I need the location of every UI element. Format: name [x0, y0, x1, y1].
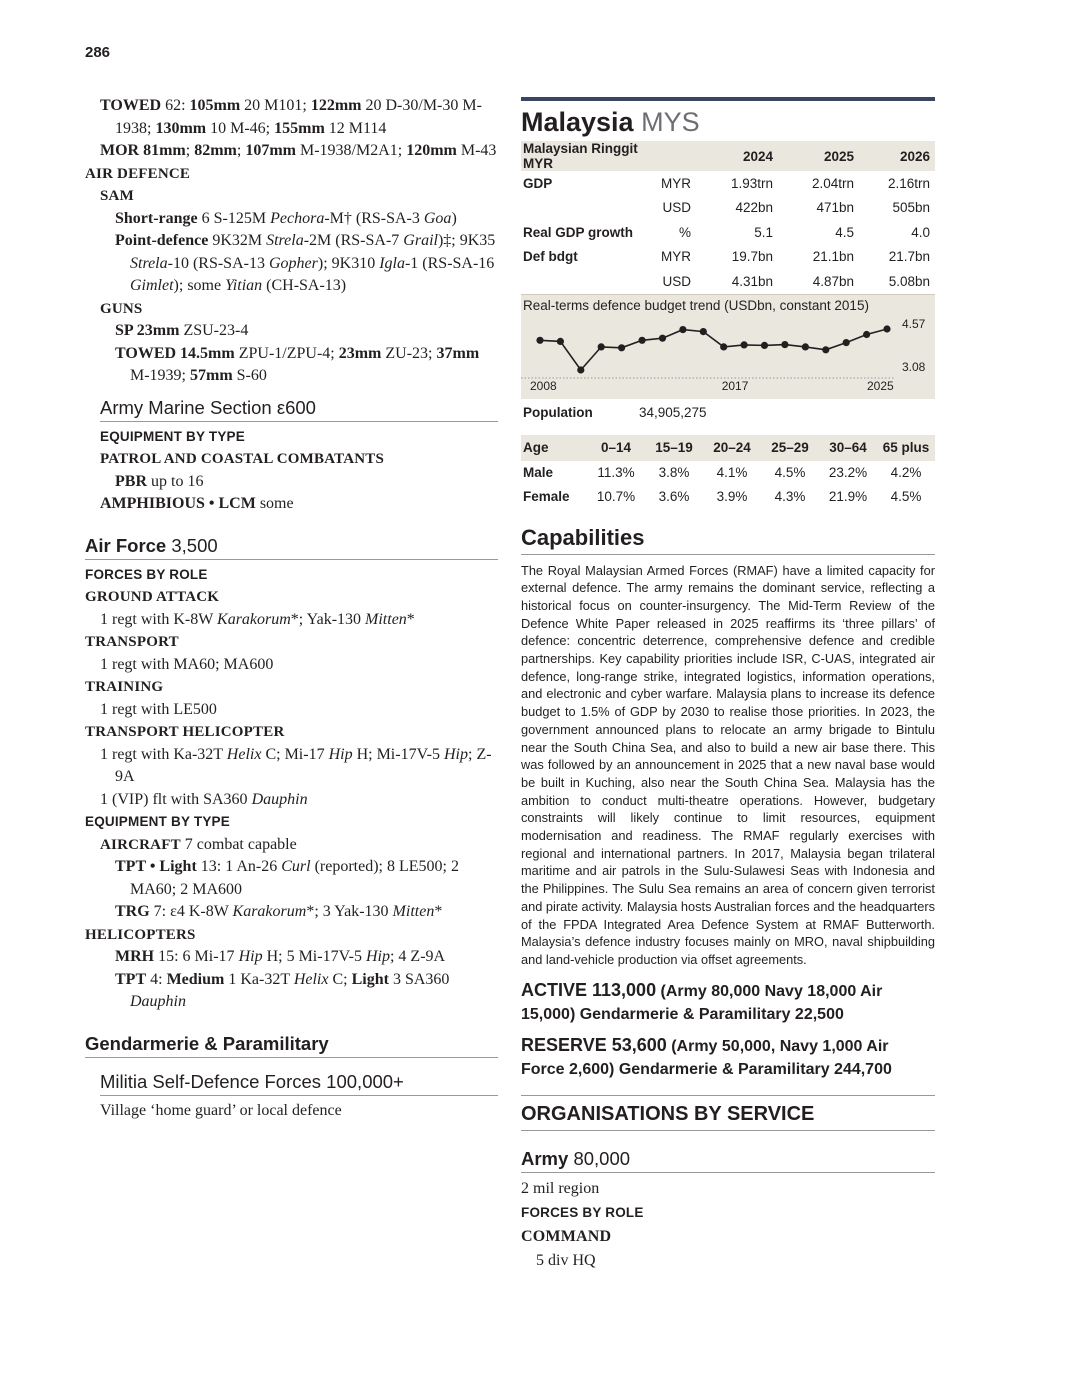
text: * — [406, 610, 415, 628]
text: 62: — [161, 97, 190, 114]
equipment-by-type-heading: EQUIPMENT BY TYPE — [85, 814, 230, 829]
data-point — [618, 344, 625, 351]
text: ZSU-23-4 — [179, 322, 249, 339]
name: Strela — [130, 254, 168, 272]
header-cell: 2026 — [854, 141, 935, 171]
header-cell — [649, 141, 691, 171]
text: 9K32M — [208, 232, 267, 249]
pbr-entry — [85, 471, 498, 494]
text: 7 combat capable — [180, 835, 297, 853]
name: Mitten — [392, 903, 435, 920]
name: Dauphin — [251, 790, 308, 808]
name: Dauphin — [130, 993, 186, 1010]
data-point — [536, 336, 543, 343]
label: AIRCRAFT — [100, 836, 181, 853]
patrol-heading: PATROL AND COASTAL COMBATANTS — [100, 451, 385, 467]
army-regions: 2 mil region — [521, 1179, 600, 1197]
text: )‡; 9K35 — [437, 232, 496, 249]
short-range-entry — [85, 208, 498, 231]
text: H; 5 Mi-17V-5 — [262, 948, 366, 965]
left-column — [85, 95, 498, 1122]
label: Medium — [166, 970, 225, 988]
text: C; Mi-17 — [261, 745, 329, 763]
name: Gimlet — [130, 277, 174, 294]
value-cell: 2.16trn — [887, 175, 930, 191]
name: Helix — [226, 745, 262, 763]
table-row — [521, 269, 935, 294]
text: S-60 — [232, 367, 267, 384]
table-row — [521, 196, 935, 221]
population-value: 34,905,275 — [639, 404, 707, 420]
value-cell: 422bn — [735, 200, 773, 216]
label: TOWED 14.5mm — [115, 344, 235, 362]
text: H; Mi-17V-5 — [352, 745, 444, 763]
header-cell: 65 plus — [877, 435, 935, 461]
age-table — [521, 435, 935, 509]
y-tick-label: 4.57 — [902, 316, 926, 331]
value-cell: 4.87bn — [812, 273, 854, 289]
towed-artillery-entry — [85, 95, 498, 140]
population-row — [521, 399, 935, 427]
trend-svg — [521, 295, 935, 399]
text: 1 regt with Ka-32T — [100, 745, 227, 763]
training-heading: TRAINING — [85, 679, 164, 695]
vip-flight-entry — [85, 789, 498, 812]
row-label — [521, 196, 649, 221]
forces-by-role-heading: FORCES BY ROLE — [85, 566, 208, 582]
table-row — [521, 245, 935, 270]
strength: 80,000 — [568, 1147, 631, 1169]
title-rule — [521, 97, 935, 101]
trg-entry — [85, 901, 498, 924]
economic-table — [521, 141, 935, 294]
value-cell: 3.8% — [658, 465, 690, 480]
caliber: 155mm — [274, 119, 325, 137]
data-point — [577, 366, 584, 373]
text: 13: 1 An-26 — [196, 858, 282, 875]
text: 6 S-125M — [197, 209, 271, 227]
data-point — [843, 339, 850, 346]
header-cell: Age — [521, 435, 587, 461]
header-cell: 25–29 — [761, 435, 819, 461]
label: SP 23mm — [115, 322, 180, 339]
data-point — [741, 341, 748, 348]
reserve-strength — [521, 1034, 935, 1081]
value-cell: 21.7bn — [888, 249, 930, 265]
text: (CH-SA-13) — [262, 277, 347, 294]
header-cell: 30–64 — [819, 435, 877, 461]
point-defence-entry — [85, 230, 498, 298]
data-point — [659, 334, 666, 341]
y-tick-label: 3.08 — [902, 359, 926, 374]
mortar-entry — [85, 140, 498, 163]
name: Gopher — [268, 254, 318, 272]
name: Hip — [365, 948, 390, 965]
text: ZPU-1/ZPU-4; — [234, 344, 339, 362]
ground-attack-heading: GROUND ATTACK — [85, 589, 220, 605]
text: 7: ε4 K-8W — [149, 903, 233, 920]
label: Light — [351, 970, 389, 988]
population-label: Population — [523, 404, 593, 420]
page-number: 286 — [85, 44, 111, 61]
text: ; Z-9A — [115, 745, 492, 785]
forces-by-role-heading: FORCES BY ROLE — [521, 1204, 644, 1220]
ground-attack-entry — [85, 609, 498, 632]
text: 1 Ka-32T — [224, 970, 294, 988]
towed-guns-entry — [85, 343, 498, 388]
strength: 3,500 — [166, 534, 218, 556]
name: Grail — [403, 232, 438, 249]
name: Helix — [293, 970, 329, 988]
active-strength — [521, 979, 935, 1026]
text: ); some — [173, 277, 226, 294]
data-point — [598, 343, 605, 350]
title: Army — [521, 1147, 569, 1169]
transport-entry: 1 regt with MA60; MA600 — [100, 655, 274, 673]
text: -1 (RS-SA-16 — [404, 254, 495, 272]
text: ZU-23; — [381, 344, 437, 362]
text: 12 M114 — [324, 119, 387, 137]
name: Hip — [444, 745, 468, 763]
text: 15: 6 Mi-17 — [154, 948, 239, 965]
name: Curl — [281, 858, 311, 875]
value-cell: 3.9% — [716, 489, 748, 504]
text: (reported); 8 LE500; 2 MA60; 2 MA600 — [130, 858, 459, 898]
label: Point-defence — [115, 232, 209, 249]
mrh-entry — [85, 946, 498, 969]
strength: ε600 — [271, 396, 316, 418]
caliber: 23mm — [338, 344, 382, 362]
transport-helicopter-entry — [85, 744, 498, 789]
gendarmerie-heading — [85, 1032, 498, 1058]
data-point — [822, 346, 829, 353]
data-point — [883, 325, 890, 332]
name: Pechora — [270, 209, 325, 227]
text: M-43 — [456, 142, 497, 159]
label: TPT • Light — [115, 858, 197, 875]
value-cell: 4.5 — [835, 224, 854, 240]
label: TPT — [115, 970, 147, 988]
reserve-detail: (Army 50,000, Navy 1,000 Air Force 2,600) Gendarmerie & Paramilitary 244,700 — [521, 1037, 892, 1078]
name: Karakorum — [217, 610, 291, 628]
text: 10 M-46; — [206, 119, 275, 137]
aircraft-entry — [85, 834, 498, 857]
data-point — [679, 326, 686, 333]
name: Yitian — [225, 277, 263, 294]
table-header-row — [521, 141, 935, 171]
unit-cell: % — [678, 224, 691, 240]
transport-helicopter-heading: TRANSPORT HELICOPTER — [85, 724, 285, 740]
text: -10 (RS-SA-13 — [167, 254, 269, 272]
text: ); 9K310 — [317, 254, 380, 272]
title: Air Force — [85, 534, 167, 556]
value-cell: 23.2% — [828, 465, 868, 480]
text: 20 D-30/M-30 M-1938; — [115, 97, 482, 137]
table-row — [521, 461, 935, 485]
name: Hip — [328, 745, 353, 763]
row-label: Real GDP growth — [523, 224, 634, 240]
header-cell: Malaysian Ringgit MYR — [521, 141, 649, 171]
unit-cell: USD — [662, 273, 691, 289]
name: Goa — [423, 209, 452, 227]
text: 3 SA360 — [388, 970, 450, 988]
guns-heading: GUNS — [100, 300, 143, 317]
country-iso: MYS — [633, 107, 700, 137]
text: *; Yak-130 — [290, 610, 366, 628]
row-label: Def bdgt — [523, 249, 578, 265]
caliber: 37mm — [436, 344, 480, 362]
value-cell: 4.0 — [911, 224, 930, 240]
data-point — [700, 328, 707, 335]
value-cell: 10.7% — [596, 489, 636, 504]
text: 1 (VIP) flt with SA360 — [100, 790, 252, 808]
country-title — [521, 103, 935, 141]
label: AMPHIBIOUS • LCM — [100, 495, 256, 512]
command-heading: COMMAND — [521, 1227, 612, 1245]
amphibious-entry — [85, 493, 498, 516]
value-cell: 505bn — [892, 200, 930, 216]
reserve-lead: RESERVE 53,600 — [521, 1034, 667, 1055]
unit-cell: MYR — [661, 175, 691, 191]
unit-cell: USD — [662, 200, 691, 216]
x-tick-label: 2017 — [721, 378, 749, 393]
data-point — [557, 337, 564, 344]
table-row — [521, 485, 935, 509]
caliber: 130mm — [155, 119, 207, 137]
text: -2M (RS-SA-7 — [303, 232, 404, 249]
data-point — [761, 341, 768, 348]
data-point — [720, 343, 727, 350]
text: up to 16 — [147, 472, 204, 490]
command-entry: 5 div HQ — [536, 1251, 596, 1269]
capabilities-heading: Capabilities — [521, 523, 935, 555]
label: MRH — [115, 948, 155, 965]
table-header-row — [521, 435, 935, 461]
capabilities-text: The Royal Malaysian Armed Forces (RMAF) have a limited capacity for external defence. The army remains the dominant service, reflecting a historical focus on counter-insurgency. The Mid-Term Review of the Defence White Paper released in 2025 reaffirms its ‘three pillars’ of defence: concentric deterrence, comprehensive defence and credible partnerships. Key capability priorities include ISR, C-UAS, integrated air defence, long-range strike, integrated logistics, information operations, and electronic and cyber warfare. Malaysia plans to increase its defence budget to 1.5% of GDP by 2030 to realise those priorities. In 2023, the government announced plans to relocate an army brigade to Bintulu near the South China Sea, and also to build a new air base there. This was followed by an announcement in 2025 that a new naval base would be built in Kuching, also near the South China Sea. Malaysia has the ambition to conduct multi-theatre operations. However, budgetary constraints will likely continue to limit resources, equipment modernisation and readiness. The RMAF regularly exercises with regional and international partners. In 2017, Malaysia began trilateral maritime and air patrols in the Sulu-Sulawesi Seas with Indonesia and the Philippines. The Sulu Sea remains an area of concern given terrorist and pirate activity. Malaysia hosts Australian forces and the headquarters of the FPDA Integrated Area Defence System at RMAF Butterworth. Malaysia’s defence industry focuses mainly on MRO, naval shipbuilding and land-vehicle production via offset agreements. — [521, 562, 935, 967]
header-cell: 2025 — [773, 141, 854, 171]
militia-description: Village ‘home guard’ or local defence — [100, 1101, 342, 1119]
caliber: 82mm — [194, 142, 237, 159]
caliber: 122mm — [310, 97, 362, 114]
series-line — [540, 329, 887, 370]
label: PBR — [115, 472, 147, 490]
towed-label: TOWED — [100, 97, 162, 114]
organisations-heading: ORGANISATIONS BY SERVICE — [521, 1095, 935, 1131]
title: Militia Self-Defence Forces — [100, 1070, 322, 1092]
air-defence-heading: AIR DEFENCE — [85, 165, 191, 182]
table-row — [521, 220, 935, 245]
header-cell: 2024 — [691, 141, 773, 171]
name: Igla — [379, 254, 405, 272]
table-row — [521, 171, 935, 196]
sam-heading: SAM — [100, 188, 134, 204]
x-tick-label: 2008 — [530, 378, 557, 393]
row-label — [521, 269, 649, 294]
text: M-1938/M2A1; — [295, 142, 407, 159]
text: ; — [185, 142, 195, 159]
training-entry: 1 regt with LE500 — [100, 700, 217, 718]
value-cell: 3.6% — [658, 489, 690, 504]
header-cell: 20–24 — [703, 435, 761, 461]
text: C; — [328, 970, 352, 988]
name: Strela — [266, 232, 304, 249]
marine-section-heading — [100, 396, 498, 422]
strength: 100,000+ — [321, 1070, 404, 1092]
value-cell: 5.1 — [754, 224, 773, 240]
value-cell: 4.31bn — [731, 273, 773, 289]
country-name: Malaysia — [521, 107, 634, 137]
text: -M† (RS-SA-3 — [324, 209, 424, 227]
air-force-heading — [85, 534, 498, 560]
text: ; 4 Z-9A — [389, 948, 446, 965]
unit-cell: MYR — [661, 249, 691, 265]
header-cell: 15–19 — [645, 435, 703, 461]
value-cell: 1.93trn — [730, 175, 773, 191]
text: ) — [451, 209, 457, 227]
row-label: GDP — [523, 175, 553, 191]
text: * — [434, 903, 443, 920]
text: M-1939; — [130, 367, 190, 384]
text: 20 M101; — [240, 97, 311, 114]
data-point — [863, 330, 870, 337]
right-column — [521, 97, 935, 1273]
name: Mitten — [365, 610, 407, 628]
caliber: 105mm — [189, 97, 241, 114]
caliber: 107mm — [245, 142, 296, 159]
budget-trend-chart — [521, 294, 935, 399]
text: 4: — [146, 970, 167, 988]
sp-guns-entry — [85, 320, 498, 343]
text: ; — [236, 142, 246, 159]
text: some — [255, 495, 294, 512]
value-cell: 4.5% — [774, 465, 806, 480]
value-cell: 19.7bn — [731, 249, 773, 265]
value-cell: 2.04trn — [811, 175, 854, 191]
value-cell: 4.2% — [890, 465, 922, 480]
heli-tpt-entry — [85, 969, 498, 1014]
helicopters-heading: HELICOPTERS — [85, 926, 196, 943]
row-label: Female — [523, 489, 570, 504]
data-point — [802, 343, 809, 350]
equipment-by-type-heading: EQUIPMENT BY TYPE — [100, 428, 245, 444]
x-tick-label: 2025 — [867, 378, 894, 393]
caliber: 120mm — [406, 142, 457, 159]
label: TRG — [115, 903, 150, 920]
name: Karakorum — [232, 903, 307, 920]
active-lead: ACTIVE 113,000 — [521, 979, 657, 1000]
value-cell: 21.1bn — [812, 249, 854, 265]
value-cell: 4.1% — [716, 465, 748, 480]
title: Gendarmerie & Paramilitary — [85, 1032, 329, 1054]
value-cell: 11.3% — [597, 465, 635, 480]
value-cell: 21.9% — [828, 489, 868, 504]
active-detail: (Army 80,000 Navy 18,000 Air 15,000) Gendarmerie & Paramilitary 22,500 — [521, 982, 883, 1023]
army-heading — [521, 1147, 935, 1173]
value-cell: 5.08bn — [888, 273, 930, 289]
value-cell: 4.3% — [774, 489, 806, 504]
tpt-light-entry — [85, 856, 498, 901]
mor-label: MOR 81mm — [100, 142, 186, 159]
label: Short-range — [115, 209, 198, 227]
title: Army Marine Section — [100, 396, 272, 418]
transport-heading: TRANSPORT — [85, 634, 179, 650]
row-label: Male — [523, 465, 554, 480]
value-cell: 4.5% — [890, 489, 922, 504]
name: Hip — [238, 948, 263, 965]
caliber: 57mm — [190, 367, 233, 384]
data-point — [639, 336, 646, 343]
text: *; 3 Yak-130 — [306, 903, 393, 920]
data-point — [781, 341, 788, 348]
militia-heading — [100, 1070, 498, 1096]
chart-title: Real-terms defence budget trend (USDbn, constant 2015) — [523, 297, 869, 313]
header-cell: 0–14 — [587, 435, 645, 461]
text: 1 regt with K-8W — [100, 610, 218, 628]
value-cell: 471bn — [816, 200, 854, 216]
